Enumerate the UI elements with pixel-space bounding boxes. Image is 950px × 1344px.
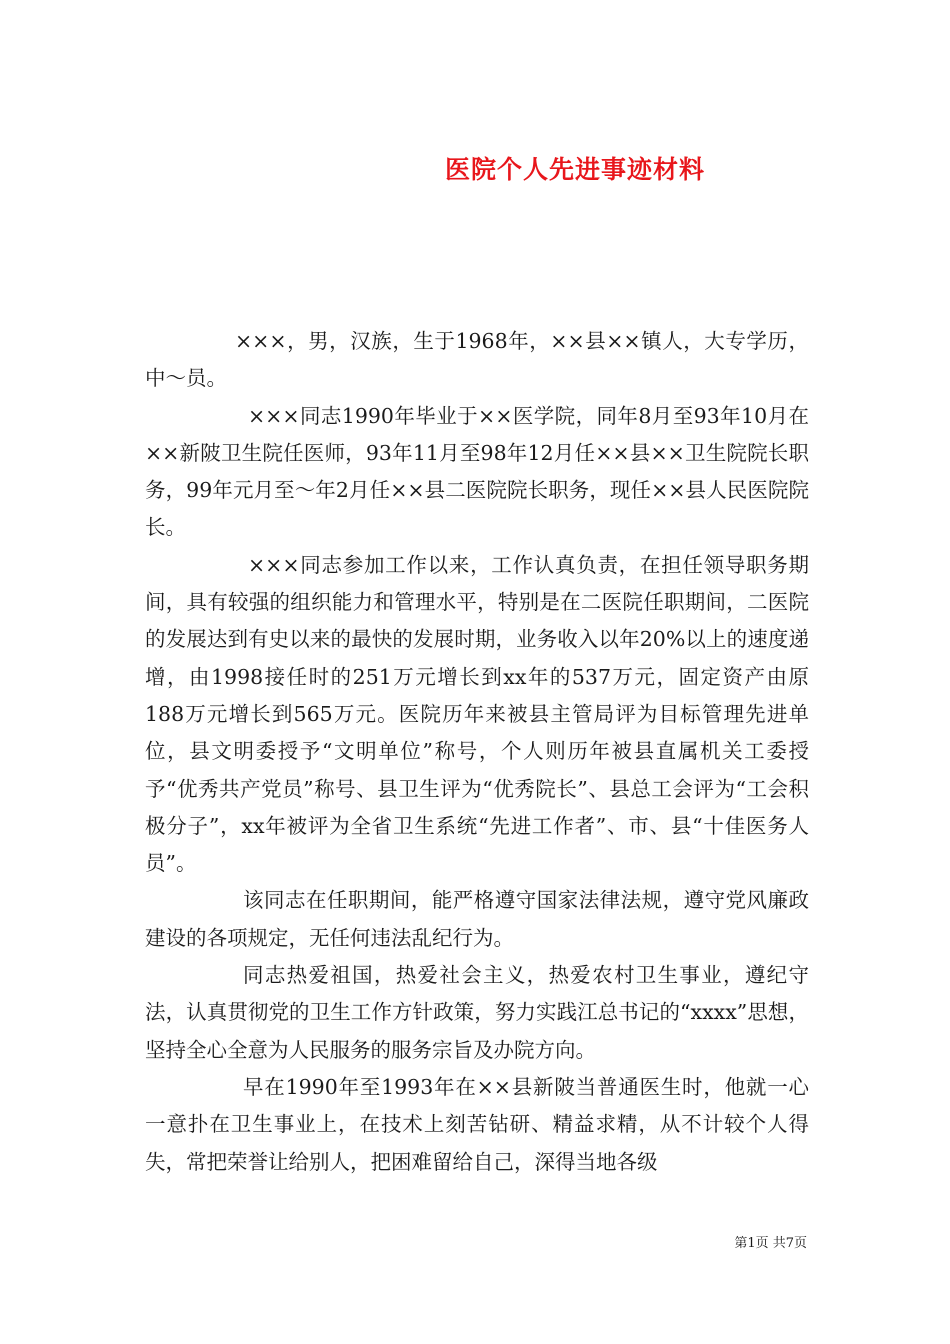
page-title: 医院个人先进事迹材料 [444, 154, 705, 184]
document-body [145, 323, 809, 1181]
paragraph-career-history: ×××同志1990年毕业于××医学院，同年8月至93年10月在××新陂卫生院任医师，93年11月至98年12月任××县××卫生院院长职务，99年元月至～年2月任××县二医院院长职务，现任××县人民医院院长。 [145, 403, 809, 540]
page-number-footer: 第1页 共7页 [734, 1236, 807, 1251]
paragraph-patriotism: 同志热爱祖国，热爱社会主义，热爱农村卫生事业，遵纪守法，认真贯彻党的卫生工作方针政策，努力实践江总书记的“xxxx”思想，坚持全心全意为人民服务的服务宗旨及办院方向。 [145, 963, 809, 1062]
paragraph-early-career: 早在1990年至1993年在××县新陂当普通医生时，他就一心一意扑在卫生事业上，在技术上刻苦钻研、精益求精，从不计较个人得失，常把荣誉让给别人，把困难留给自己，深得当地各级 [145, 1074, 809, 1174]
paragraph-personal-info: ×××，男，汉族，生于1968年，××县××镇人，大专学历，中～员。 [145, 329, 809, 391]
paragraph-integrity: 该同志在任职期间，能严格遵守国家法律法规，遵守党风廉政建设的各项规定，无任何违法乱纪行为。 [145, 888, 809, 950]
paragraph-achievements: ×××同志参加工作以来，工作认真负责，在担任领导职务期间，具有较强的组织能力和管理水平，特别是在二医院任职期间，二医院的发展达到有史以来的最快的发展时期，业务收入以年20%以上的速度递增，由1998接任时的251万元增长到xx年的537万元，固定资产由原188万元增长到565万元。医院历年来被县主管局评为目标管理先进单位，县文明委授予“文明单位”称号，个人则历年被县直属机关工委授予“优秀共产党员”称号、县卫生评为“优秀院长”、县总工会评为“工会积极分子”，xx年被评为全省卫生系统“先进工作者”、市、县“十佳医务人员”。 [145, 552, 809, 876]
